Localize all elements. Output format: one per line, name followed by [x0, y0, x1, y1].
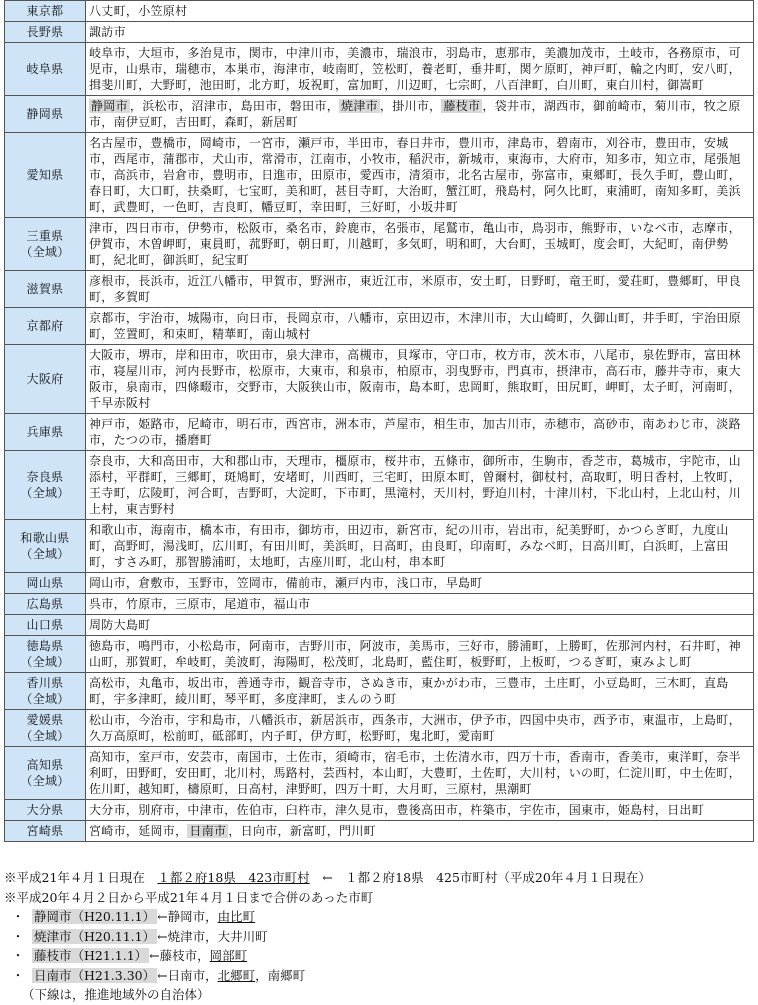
prefecture-cell — [5, 747, 86, 800]
municipality-text: ，浜松市，沼津市，島田市，磐田市， — [129, 99, 340, 113]
merger-item — [4, 946, 754, 966]
municipality-text: 津市，四日市市，伊勢市，松阪市，桑名市，鈴鹿市，名張市，尾鷲市，亀山市，鳥羽市，熊野市，いなべ市，志摩市，伊賀市，木曽岬町，東員町，菰野町，朝日町，川越町，多気町，明和町，大台町，玉城町，度会町，大紀町，南伊勢町，紀北町，御浜町，紀宝町 — [89, 221, 741, 267]
merger-source: ←日南市， — [157, 967, 218, 983]
merger-source: ←焼津市，大井川町 — [157, 928, 268, 944]
merger-item — [4, 966, 754, 986]
table-row — [5, 43, 754, 96]
municipality-text: 神戸市，姫路市，尼崎市，明石市，西宮市，洲本市，芦屋市，相生市，加古川市，赤穂市，高砂市，南あわじ市，淡路市，たつの市，播磨町 — [89, 417, 741, 447]
table-row — [5, 747, 754, 800]
municipality-text: 高知市，室戸市，安芸市，南国市，土佐市，須崎市，宿毛市，土佐清水市，四万十市，香南市，香美市，東洋町，奈半利町，田野町，安田町，北川村，馬路村，芸西村，本山町，大豊町，土佐町，大川村，いの町，仁淀川町，中土佐町，佐川町，越知町，檮原町，日高村，津野町，四万十町，大月町，三原村，黒潮町 — [89, 750, 741, 796]
merger-source-rest: ，南郷町 — [255, 967, 306, 983]
municipality-text: 周防大島町 — [89, 618, 151, 632]
merger-item — [4, 907, 754, 927]
prefecture-cell — [5, 520, 86, 573]
municipality-text: 諏訪市 — [89, 25, 126, 39]
merger-source: ←静岡市， — [157, 909, 218, 924]
merger-bullet: ・ — [11, 967, 25, 983]
table-row — [5, 218, 754, 271]
merged-municipality: 静岡市 — [91, 99, 128, 113]
prefecture-cell — [5, 615, 86, 636]
prefecture-name: 宮崎県 — [26, 824, 64, 838]
municipalities-cell — [86, 636, 754, 673]
prefecture-cell — [5, 636, 86, 673]
merger-source-outside: 北郷町 — [217, 967, 256, 983]
table-row — [5, 414, 754, 451]
table-row — [5, 22, 754, 43]
merger-item — [4, 927, 754, 947]
municipalities-cell — [86, 22, 754, 43]
merger-bullet: ・ — [11, 928, 25, 944]
prefecture-cell — [5, 345, 86, 414]
prefecture-name: 滋賀県 — [26, 282, 64, 296]
prefecture-scope: （全域） — [20, 547, 70, 561]
municipalities-cell — [86, 133, 754, 218]
municipalities-cell — [86, 573, 754, 594]
prefecture-cell — [5, 271, 86, 308]
prefecture-name: 岡山県 — [26, 576, 64, 590]
merger-source: ←藤枝市， — [149, 948, 210, 963]
prefecture-name: 京都府 — [26, 319, 64, 333]
prefecture-cell — [5, 218, 86, 271]
prefecture-name: 和歌山県 — [20, 531, 70, 545]
prefecture-cell — [5, 133, 86, 218]
note-merger-heading: ※平成20年４月２日から平成21年４月１日まで合併のあった市町 — [4, 889, 374, 905]
municipality-text: 奈良市，大和高田市，大和郡山市，天理市，橿原市，桜井市，五條市，御所市，生駒市，香芝市，葛城市，宇陀市，山添村，平群町，三郷町，斑鳩町，安堵町，川西町，三宅町，田原本町，曽爾村，御杖村，高取町，明日香村，上牧町，王寺町，広陵町，河合町，吉野町，大淀町，下市町，黒滝村，天川村，野迫川村，十津川村，下北山村，上北山村，川上村，東吉野村 — [89, 454, 741, 516]
municipality-text: 岐阜市，大垣市，多治見市，関市，中津川市，美濃市，瑞浪市，羽島市，恵那市，美濃加茂市，土岐市，各務原市，可児市，山県市，瑞穂市，本巣市，海津市，岐南町，笠松町，養老町，垂井町，関ケ原町，神戸町，輪之内町，安八町，揖斐川町，大野町，池田町，北方町，坂祝町，富加町，川辺町，七宗町，八百津町，白川町，東白川村，御嵩町 — [89, 46, 741, 92]
merger-name: 焼津市（H20.11.1） — [34, 928, 156, 944]
municipalities-cell — [86, 43, 754, 96]
merger-name: 藤枝市（H21.1.1） — [34, 948, 148, 963]
municipalities-cell — [86, 414, 754, 451]
merged-municipality: 焼津市 — [341, 99, 378, 113]
note-total-prefix: ※平成21年４月１日現在 — [4, 870, 158, 885]
notes-section — [4, 868, 754, 1005]
prefecture-cell — [5, 308, 86, 345]
municipalities-cell — [86, 800, 754, 821]
prefecture-name: 高知県 — [26, 758, 64, 772]
municipalities-cell — [86, 594, 754, 615]
prefecture-cell — [5, 96, 86, 133]
prefecture-cell — [5, 414, 86, 451]
municipality-text: 京都市，宇治市，城陽市，向日市，長岡京市，八幡市，京田辺市，木津川市，大山崎町，久御山町，井手町，宇治田原町，笠置町，和束町，精華町，南山城村 — [89, 311, 741, 341]
municipality-text: 名古屋市，豊橋市，岡崎市，一宮市，瀬戸市，半田市，春日井市，豊川市，津島市，碧南市，刈谷市，豊田市，安城市，西尾市，蒲郡市，犬山市，常滑市，江南市，小牧市，稲沢市，新城市，東海市，大府市，知多市，知立市，尾張旭市，高浜市，岩倉市，豊明市，日進市，田原市，愛西市，清須市，北名古屋市，弥富市，東郷町，長久手町，豊山町，春日町，大口町，扶桑町，七宝町，美和町，甚目寺町，大治町，蟹江町，飛島村，阿久比町，東浦町，南知多町，美浜町，武豊町，一色町，吉良町，幡豆町，幸田町，三好町，小坂井町 — [89, 136, 741, 214]
prefecture-cell — [5, 594, 86, 615]
prefecture-name: 岐阜県 — [26, 62, 64, 76]
municipality-text: 大阪市，堺市，岸和田市，吹田市，泉大津市，高槻市，貝塚市，守口市，枚方市，茨木市，八尾市，泉佐野市，富田林市，寝屋川市，河内長野市，松原市，大東市，和泉市，柏原市，羽曳野市，門真市，摂津市，高石市，藤井寺市，東大阪市，泉南市，四條畷市，交野市，大阪狭山市，阪南市，島本町，忠岡町，熊取町，田尻町，岬町，太子町，河南町，千早赤阪村 — [89, 348, 741, 410]
prefecture-name: 三重県 — [26, 229, 64, 243]
prefecture-cell — [5, 573, 86, 594]
note-total-previous: ← １都２府18県 425市町村（平成20年４月１日現在） — [309, 870, 651, 885]
prefecture-scope: （全域） — [20, 245, 70, 259]
municipalities-cell — [86, 821, 754, 842]
prefecture-name: 愛媛県 — [26, 713, 64, 727]
municipalities-cell — [86, 710, 754, 747]
prefecture-scope: （全域） — [20, 774, 70, 788]
merger-bullet: ・ — [11, 909, 25, 924]
prefecture-scope: （全域） — [20, 655, 70, 669]
prefecture-name: 奈良県 — [26, 470, 64, 484]
table-body — [5, 1, 754, 842]
municipality-text: ，掛川市， — [379, 99, 442, 113]
municipalities-cell — [86, 96, 754, 133]
prefecture-name: 大阪府 — [26, 372, 64, 386]
municipalities-cell — [86, 615, 754, 636]
municipalities-cell — [86, 308, 754, 345]
merger-name: 日南市（H21.3.30） — [34, 967, 156, 983]
table-row — [5, 271, 754, 308]
municipalities-cell — [86, 520, 754, 573]
municipality-text: ，日向市，新富町，門川町 — [228, 824, 376, 838]
municipality-text: 呉市，竹原市，三原市，尾道市，福山市 — [89, 597, 311, 611]
prefecture-scope: （全域） — [20, 729, 70, 743]
note-total-current: １都２府18県 423市町村 — [157, 870, 310, 885]
prefecture-scope: （全域） — [20, 486, 70, 500]
prefecture-name: 東京都 — [26, 4, 64, 18]
merger-source-outside: 由比町 — [217, 909, 256, 924]
prefecture-name: 香川県 — [26, 676, 64, 690]
prefecture-name: 兵庫県 — [26, 425, 64, 439]
merged-municipality: 日南市 — [189, 824, 227, 838]
table-row — [5, 821, 754, 842]
municipalities-cell — [86, 673, 754, 710]
municipalities-cell — [86, 747, 754, 800]
table-row — [5, 133, 754, 218]
municipalities-cell — [86, 1, 754, 22]
municipality-table — [4, 0, 754, 842]
prefecture-cell — [5, 821, 86, 842]
municipality-text: 宮崎市，延岡市， — [89, 824, 188, 838]
prefecture-scope: （全域） — [20, 692, 70, 706]
table-row — [5, 710, 754, 747]
prefecture-cell — [5, 451, 86, 520]
table-row — [5, 594, 754, 615]
table-row — [5, 800, 754, 821]
table-row — [5, 573, 754, 594]
merger-list — [4, 907, 754, 985]
table-row — [5, 451, 754, 520]
table-row — [5, 96, 754, 133]
municipalities-cell — [86, 271, 754, 308]
table-row — [5, 345, 754, 414]
prefecture-cell — [5, 1, 86, 22]
merger-source-outside: 岡部町 — [209, 948, 248, 963]
municipality-text: 徳島市，鳴門市，小松島市，阿南市，吉野川市，阿波市，美馬市，三好市，勝浦町，上勝町，佐那河内村，石井町，神山町，那賀町，牟岐町，美波町，海陽町，松茂町，北島町，藍住町，板野町，上板町，つるぎ町，東みよし町 — [89, 639, 741, 669]
table-row — [5, 1, 754, 22]
municipality-text: 和歌山市，海南市，橋本市，有田市，御坊市，田辺市，新宮市，紀の川市，岩出市，紀美野町，かつらぎ町，九度山町，高野町，湯浅町，広川町，有田川町，美浜町，日高町，由良町，印南町，みなべ町，日高川町，白浜町，上富田町，すさみ町，那智勝浦町，太地町，古座川町，北山村，串本町 — [89, 523, 729, 569]
municipalities-cell — [86, 451, 754, 520]
prefecture-name: 愛知県 — [26, 168, 64, 182]
municipality-text: 大分市，別府市，中津市，佐伯市，臼杵市，津久見市，豊後高田市，杵築市，宇佐市，国東市，姫島村，日出町 — [89, 803, 705, 817]
table-row — [5, 615, 754, 636]
prefecture-cell — [5, 22, 86, 43]
merger-name: 静岡市（H20.11.1） — [34, 909, 156, 924]
municipality-text: 彦根市，長浜市，近江八幡市，甲賀市，野洲市，東近江市，米原市，安土町，日野町，竜王町，愛荘町，豊郷町，甲良町，多賀町 — [89, 274, 741, 304]
table-row — [5, 673, 754, 710]
municipalities-cell — [86, 345, 754, 414]
prefecture-name: 山口県 — [26, 618, 64, 632]
prefecture-cell — [5, 43, 86, 96]
prefecture-name: 大分県 — [26, 803, 64, 817]
prefecture-name: 広島県 — [26, 597, 64, 611]
municipality-text: 松山市，今治市，宇和島市，八幡浜市，新居浜市，西条市，大洲市，伊予市，四国中央市，西予市，東温市，上島町，久万高原町，松前町，砥部町，内子町，伊方町，松野町，鬼北町，愛南町 — [89, 713, 741, 743]
municipality-text: 岡山市，倉敷市，玉野市，笠岡市，備前市，瀬戸内市，浅口市，早島町 — [89, 576, 483, 590]
prefecture-cell — [5, 673, 86, 710]
note-footer: （下線は，推進地域外の自治体） — [22, 987, 210, 1002]
municipality-text: 高松市，丸亀市，坂出市，善通寺市，観音寺市，さぬき市，東かがわ市，三豊市，土庄町，小豆島町，三木町，直島町，宇多津町，綾川町，琴平町，多度津町，まんのう町 — [89, 676, 729, 706]
prefecture-name: 静岡県 — [26, 107, 64, 121]
prefecture-name: 徳島県 — [26, 639, 64, 653]
note-total — [4, 868, 754, 888]
table-row — [5, 636, 754, 673]
prefecture-cell — [5, 800, 86, 821]
table-row — [5, 520, 754, 573]
prefecture-cell — [5, 710, 86, 747]
table-row — [5, 308, 754, 345]
municipalities-cell — [86, 218, 754, 271]
prefecture-name: 長野県 — [26, 25, 64, 39]
merged-municipality: 藤枝市 — [443, 99, 481, 113]
municipality-text: ，袋井市，湖西市，御前崎市，菊川市，牧之原市，南伊豆町，吉田町，森町，新居町 — [89, 99, 741, 129]
merger-bullet: ・ — [11, 948, 25, 963]
municipality-text: 八丈町，小笠原村 — [89, 4, 188, 18]
